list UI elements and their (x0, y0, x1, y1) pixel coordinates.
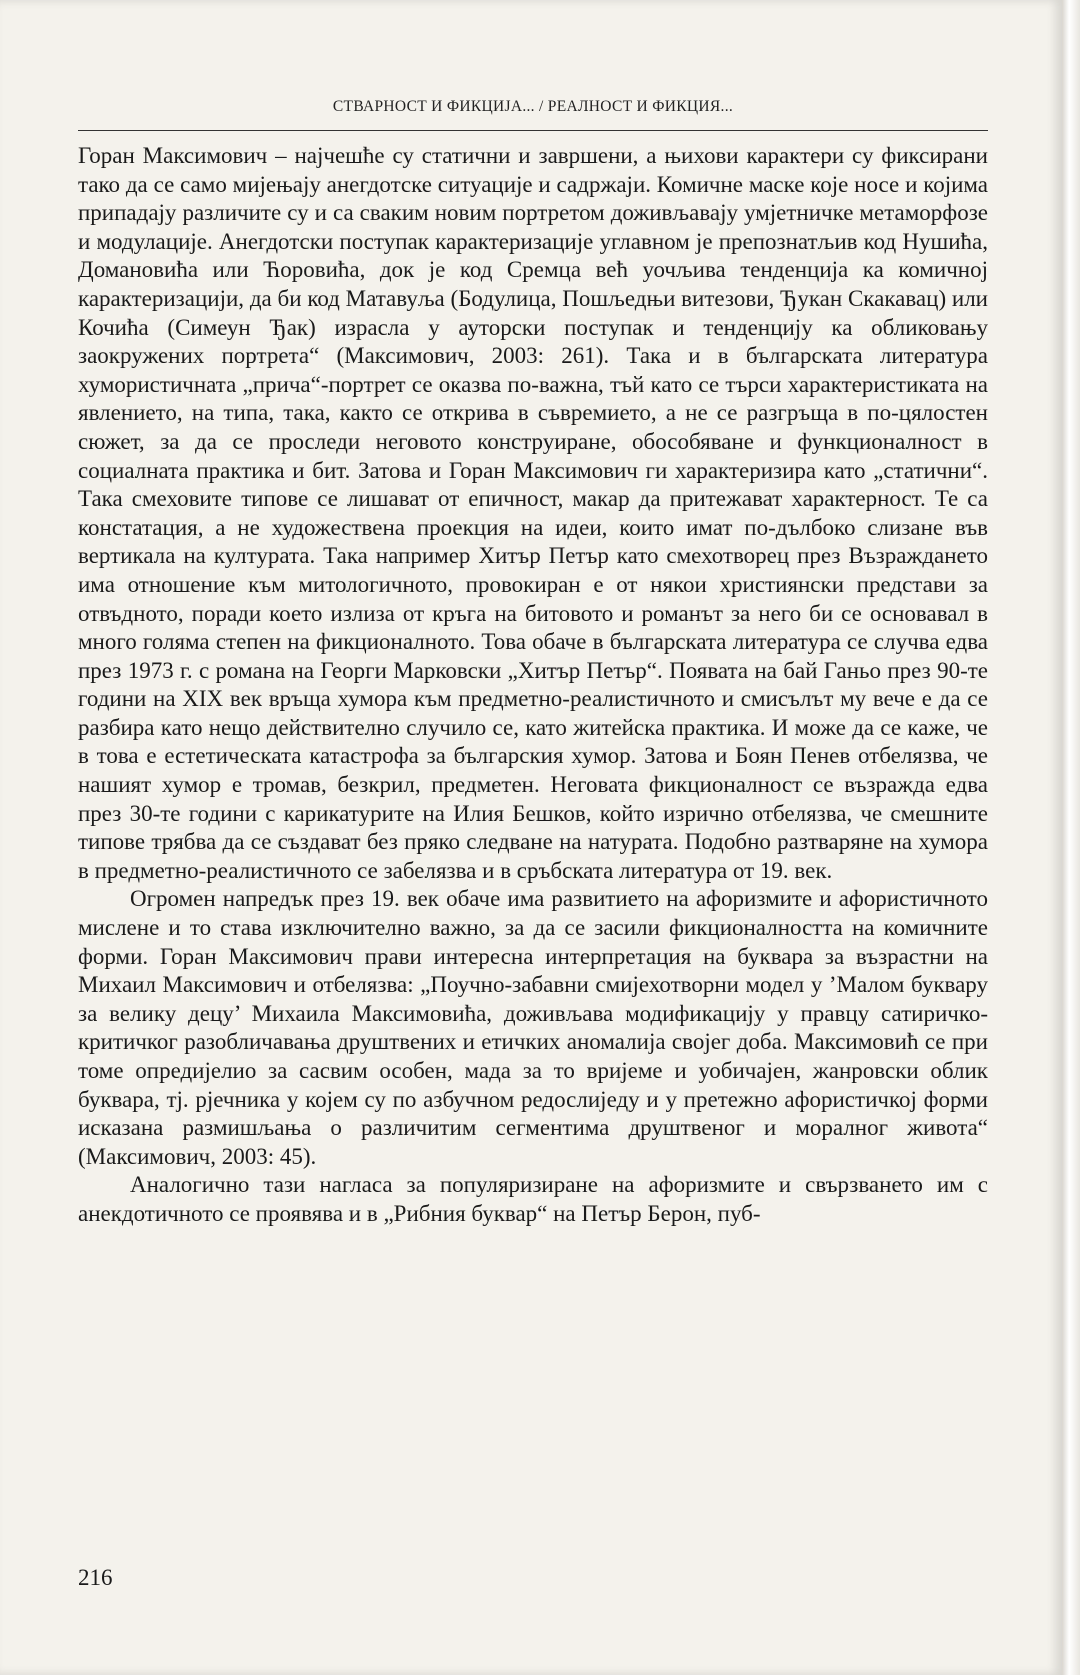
paragraph-3: Аналогично тази нагласа за популяризиране на афоризмите и свързването им с анекдотичното се проявява и в „Рибния буквар“ на Петър Берон, пуб- (78, 1172, 988, 1226)
paragraph-2: Огромен напредък през 19. век обаче има развитието на афоризмите и афористичното мислене и то става изключително важно, за да се засили фикционалността на комичните форми. Горан Максимович прави интересна интерпретация на буквара за възрастни на Михаил Максимович и отбелязва: „Поучно-забавни смијехотворни модел у ’Малом буквару за велику децу’ Михаила Максимовића, доживљава модификацију у правцу сатиричко-критичког разобличавања друштвених и етичких аномалија својег доба. Максимовић се при томе опредијелио за сасвим особен, мада за то вријеме и уобичајен, жанровски облик буквара, тј. рјечника у којем су по азбучном редослиједу и у претежно афористичкој форми исказана размишљања о различитим сегментима друштвеног и моралног живота“ (Максимович, 2003: 45). (78, 886, 988, 1169)
running-header: СТВАРНОСТ И ФИКЦИЈА... / РЕАЛНОСТ И ФИКЦИЯ... (332, 98, 734, 115)
body-text (78, 142, 988, 1229)
paragraph-1: Горан Максимович – најчешће су статични и завршени, а њихови карактери су фиксирани тако да се само мијењају анегдотске ситуације и садржаји. Комичне маске које носе и којима припадају различите су и са сваким новим портретом доживљавају умјетничке метаморфозе и модулације. Анегдотски поступак карактеризације углавном је препознатљив код Нушића, Домановића или Ћоровића, док је код Сремца већ уочљива тенденција ка комичној карактеризацији, да би код Матавуља (Бодулица, Пошљедњи витезови, Ђукан Скакавац) или Кочића (Симеун Ђак) израсла у ауторски поступак и тенденцију ка обликовању заокружених портрета“ (Максимович, 2003: 261). Така и в българската литература хумористичната „прича“-портрет се оказва по-важна, тъй като се търси характеристиката на явлението, на типа, така, както се открива в съвремието, а не се разгръща в по-цялостен сюжет, за да се проследи неговото конструиране, обособяване и функционалност в социалната практика и бит. Затова и Горан Максимович ги характеризира като „статични“. Така смеховите типове се лишават от епичност, макар да притежават характерност. Те са констатация, а не художествена проекция на идеи, които имат по-дълбоко слизане във вертикала на културата. Така например Хитър Петър като смехотворец през Възраждането има отношение към митологичното, провокиран е от някои християнски представи за отвъдното, поради което излиза от кръга на битовото и романът за него би се основавал в много голяма степен на фикционалното. Това обаче в българската литература се случва едва през 1973 г. с романа на Георги Марковски „Хитър Петър“. Появата на бай Ганьо през 90-те години на XIX век връща хумора към предметно-реалистичното и смисълът му вече е да се разбира като нещо действително случило се, като житейска практика. И може да се каже, че в това е естетическата катастрофа за българския хумор. Затова и Боян Пенев отбелязва, че нашият хумор е тромав, безкрил, предметен. Неговата фикционалност се възражда едва през 30-те години с карикатурите на Илия Бешков, който изрично отбелязва, че смешните типове трябва да се създават без пряко следване на натурата. Подобно разтваряне на хумора в предметно-реалистичното се забелязва и в сръбската литература от 19. век. (78, 143, 988, 883)
page-number: 216 (78, 1565, 113, 1590)
header-rule (78, 130, 988, 131)
page-edge (1062, 0, 1080, 1675)
